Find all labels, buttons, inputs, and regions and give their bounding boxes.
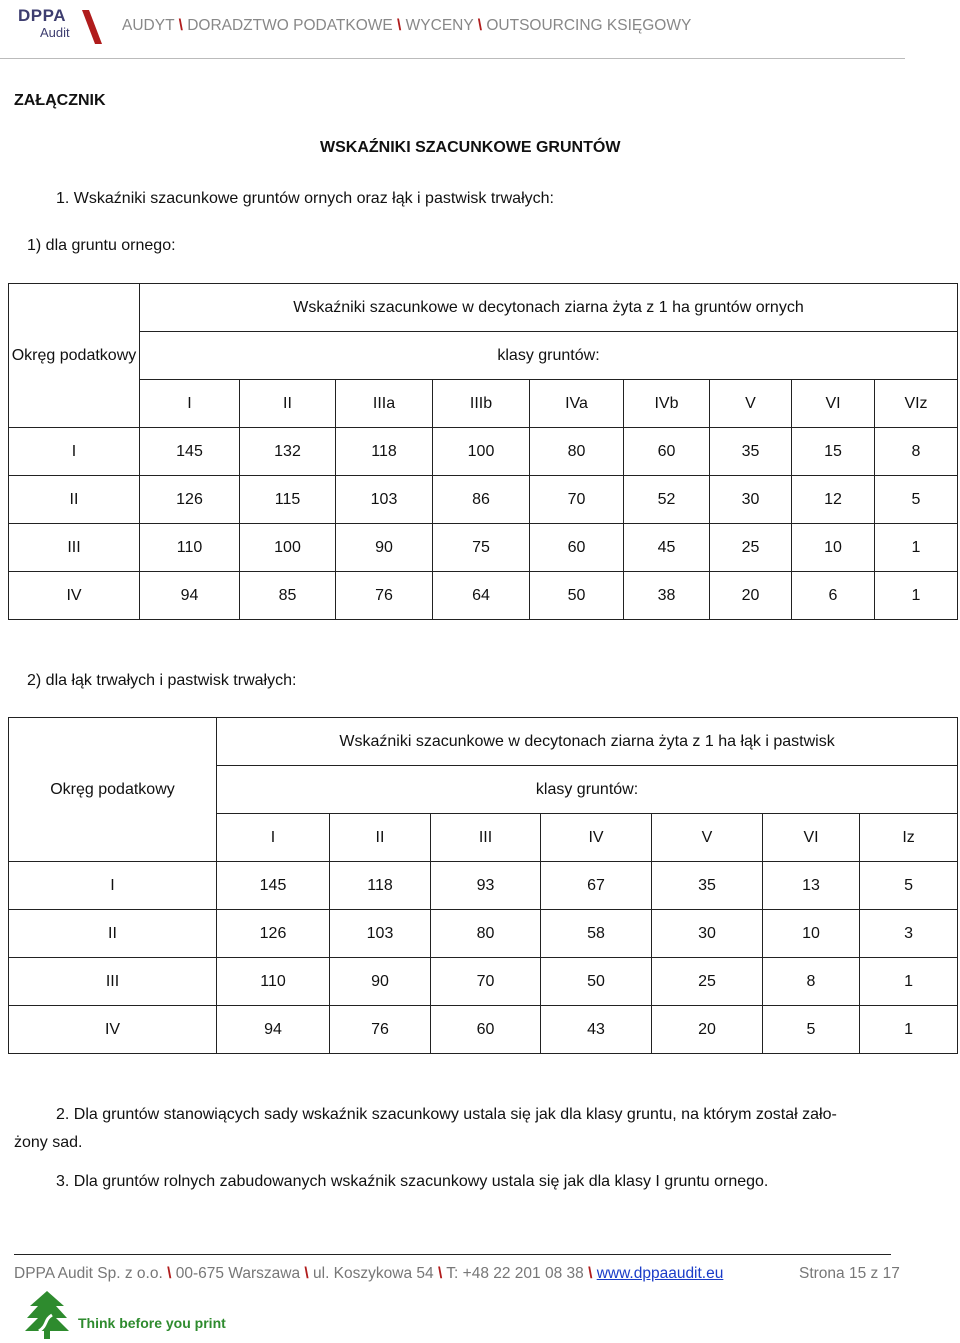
value-cell: 1 xyxy=(860,958,958,1006)
district-cell: II xyxy=(9,910,217,958)
value-cell: 8 xyxy=(875,428,958,476)
value-cell: 6 xyxy=(792,572,875,620)
value-cell: 45 xyxy=(624,524,710,572)
district-cell: IV xyxy=(9,1006,217,1054)
table-row xyxy=(9,476,958,524)
classes-label: klasy gruntów: xyxy=(140,332,958,380)
table-row xyxy=(9,1006,958,1054)
table-row xyxy=(9,862,958,910)
separator-icon: \ xyxy=(437,1265,443,1282)
class-header: I xyxy=(217,814,330,862)
class-header: VI xyxy=(763,814,860,862)
separator-icon: \ xyxy=(167,1265,172,1282)
value-cell: 52 xyxy=(624,476,710,524)
value-cell: 13 xyxy=(763,862,860,910)
footer-address: 00-675 Warszawa xyxy=(175,1265,301,1282)
value-cell: 38 xyxy=(624,572,710,620)
value-cell: 118 xyxy=(336,428,433,476)
header-divider xyxy=(0,58,905,59)
point-2-continued: żony sad. xyxy=(14,1134,83,1151)
value-cell: 12 xyxy=(792,476,875,524)
value-cell: 145 xyxy=(140,428,240,476)
class-header: V xyxy=(710,380,792,428)
value-cell: 5 xyxy=(763,1006,860,1054)
value-cell: 103 xyxy=(330,910,431,958)
district-cell: II xyxy=(9,476,140,524)
value-cell: 76 xyxy=(330,1006,431,1054)
service-outsourcing: OUTSOURCING KSIĘGOWY xyxy=(486,17,692,34)
value-cell: 94 xyxy=(217,1006,330,1054)
value-cell: 85 xyxy=(240,572,336,620)
district-cell: III xyxy=(9,958,217,1006)
class-header: III xyxy=(431,814,541,862)
value-cell: 50 xyxy=(530,572,624,620)
value-cell: 126 xyxy=(217,910,330,958)
district-cell: III xyxy=(9,524,140,572)
footer-divider xyxy=(14,1254,891,1255)
service-valuations: WYCENY xyxy=(405,17,474,34)
service-tax-advisory: DORADZTWO PODATKOWE xyxy=(187,17,393,34)
subpoint-arable: 1) dla gruntu ornego: xyxy=(27,237,176,254)
logo-text-top: DPPA xyxy=(18,6,66,25)
services-line xyxy=(122,17,691,35)
value-cell: 70 xyxy=(431,958,541,1006)
class-header: IVa xyxy=(530,380,624,428)
value-cell: 1 xyxy=(875,572,958,620)
class-header: Iz xyxy=(860,814,958,862)
district-header: Okręg podatkowy xyxy=(9,718,217,862)
point-2: 2. Dla gruntów stanowiących sady wskaźnik szacunkowy ustala się jak dla klasy gruntu, na którym został zało- xyxy=(56,1106,837,1123)
value-cell: 100 xyxy=(240,524,336,572)
value-cell: 8 xyxy=(763,958,860,1006)
table-caption: Wskaźniki szacunkowe w decytonach ziarna żyta z 1 ha gruntów ornych xyxy=(140,284,958,332)
district-header: Okręg podatkowy xyxy=(9,284,140,428)
value-cell: 25 xyxy=(710,524,792,572)
value-cell: 30 xyxy=(652,910,763,958)
separator-icon: \ xyxy=(397,17,402,34)
attachment-label: ZAŁĄCZNIK xyxy=(14,92,106,109)
value-cell: 90 xyxy=(330,958,431,1006)
separator-icon: \ xyxy=(588,1265,593,1282)
class-header: IIIa xyxy=(336,380,433,428)
value-cell: 5 xyxy=(875,476,958,524)
value-cell: 50 xyxy=(541,958,652,1006)
value-cell: 110 xyxy=(140,524,240,572)
class-header: IV xyxy=(541,814,652,862)
table-row xyxy=(9,958,958,1006)
classes-label: klasy gruntów: xyxy=(217,766,958,814)
website-link[interactable]: www.dppaaudit.eu xyxy=(596,1265,724,1282)
value-cell: 35 xyxy=(652,862,763,910)
value-cell: 25 xyxy=(652,958,763,1006)
district-cell: I xyxy=(9,428,140,476)
value-cell: 64 xyxy=(433,572,530,620)
value-cell: 60 xyxy=(624,428,710,476)
point-1: 1. Wskaźniki szacunkowe gruntów ornych oraz łąk i pastwisk trwałych: xyxy=(56,190,554,207)
value-cell: 60 xyxy=(530,524,624,572)
value-cell: 126 xyxy=(140,476,240,524)
table-row xyxy=(9,910,958,958)
table-row xyxy=(9,524,958,572)
class-header: VI xyxy=(792,380,875,428)
separator-icon: \ xyxy=(178,17,183,34)
value-cell: 5 xyxy=(860,862,958,910)
class-header: IVb xyxy=(624,380,710,428)
class-header: V xyxy=(652,814,763,862)
logo-text-bottom: Audit xyxy=(40,25,70,40)
class-header: I xyxy=(140,380,240,428)
value-cell: 80 xyxy=(431,910,541,958)
value-cell: 76 xyxy=(336,572,433,620)
company-logo xyxy=(18,6,98,46)
value-cell: 93 xyxy=(431,862,541,910)
value-cell: 90 xyxy=(336,524,433,572)
service-audit: AUDYT xyxy=(122,17,175,34)
footer-contact xyxy=(14,1265,723,1283)
value-cell: 1 xyxy=(875,524,958,572)
footer-phone: T: +48 22 201 08 38 xyxy=(446,1265,584,1282)
value-cell: 118 xyxy=(330,862,431,910)
class-header: II xyxy=(330,814,431,862)
class-header: II xyxy=(240,380,336,428)
district-cell: I xyxy=(9,862,217,910)
value-cell: 15 xyxy=(792,428,875,476)
footer-street: ul. Koszykowa 54 xyxy=(313,1265,434,1282)
value-cell: 30 xyxy=(710,476,792,524)
value-cell: 80 xyxy=(530,428,624,476)
page-header xyxy=(0,0,960,60)
logo-slash-icon xyxy=(78,8,104,46)
value-cell: 58 xyxy=(541,910,652,958)
value-cell: 86 xyxy=(433,476,530,524)
arable-land-table xyxy=(8,283,958,620)
table-caption: Wskaźniki szacunkowe w decytonach ziarna żyta z 1 ha łąk i pastwisk xyxy=(217,718,958,766)
footer-company: DPPA Audit Sp. z o.o. xyxy=(14,1265,163,1282)
slogan: Think before you print xyxy=(78,1315,226,1331)
value-cell: 20 xyxy=(710,572,792,620)
class-header: VIz xyxy=(875,380,958,428)
value-cell: 1 xyxy=(860,1006,958,1054)
value-cell: 100 xyxy=(433,428,530,476)
class-header: IIIb xyxy=(433,380,530,428)
meadows-table xyxy=(8,717,958,1054)
separator-icon: \ xyxy=(304,1265,309,1282)
value-cell: 103 xyxy=(336,476,433,524)
value-cell: 70 xyxy=(530,476,624,524)
value-cell: 35 xyxy=(710,428,792,476)
value-cell: 145 xyxy=(217,862,330,910)
value-cell: 67 xyxy=(541,862,652,910)
separator-icon: \ xyxy=(477,17,483,34)
point-3: 3. Dla gruntów rolnych zabudowanych wskaźnik szacunkowy ustala się jak dla klasy I gruntu ornego. xyxy=(56,1173,769,1190)
district-cell: IV xyxy=(9,572,140,620)
value-cell: 3 xyxy=(860,910,958,958)
value-cell: 132 xyxy=(240,428,336,476)
table-row xyxy=(9,428,958,476)
value-cell: 115 xyxy=(240,476,336,524)
document-title: WSKAŹNIKI SZACUNKOWE GRUNTÓW xyxy=(320,139,621,156)
value-cell: 20 xyxy=(652,1006,763,1054)
subpoint-meadows: 2) dla łąk trwałych i pastwisk trwałych: xyxy=(27,672,297,689)
value-cell: 10 xyxy=(763,910,860,958)
table-row xyxy=(9,572,958,620)
value-cell: 110 xyxy=(217,958,330,1006)
value-cell: 43 xyxy=(541,1006,652,1054)
value-cell: 75 xyxy=(433,524,530,572)
page-number: Strona 15 z 17 xyxy=(799,1265,900,1282)
value-cell: 94 xyxy=(140,572,240,620)
value-cell: 10 xyxy=(792,524,875,572)
value-cell: 60 xyxy=(431,1006,541,1054)
tree-icon xyxy=(24,1290,70,1340)
